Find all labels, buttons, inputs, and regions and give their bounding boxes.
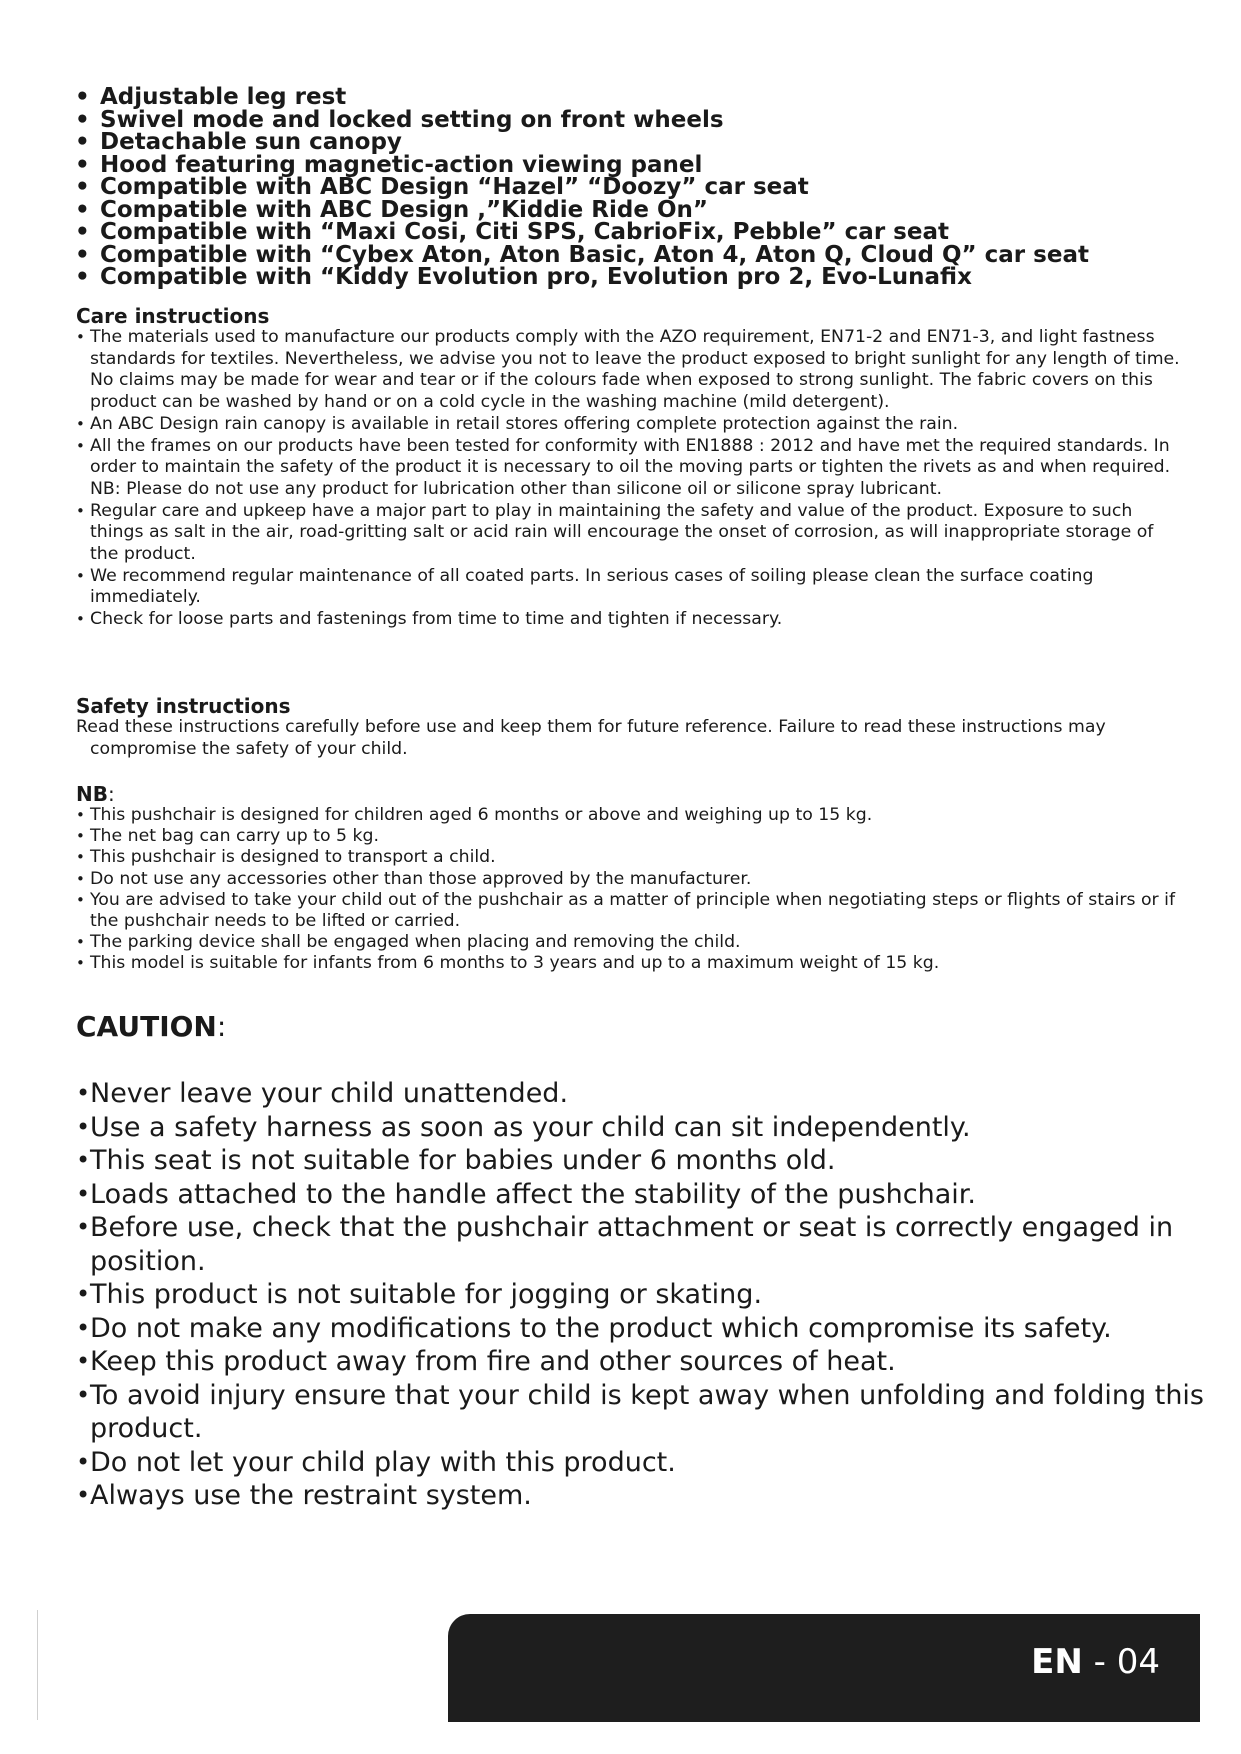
care-item: • Regular care and upkeep have a major part to play in maintaining the safety and value of the product. Exposure to such things as salt in the air, road-gritting salt or acid rain will encourage the onset of corrosion, as will inappropriate storage of the product. [76,501,1186,566]
nb-item: • This pushchair is designed to transport a child. [76,847,1186,868]
care-instructions-heading: Care instructions [76,304,270,328]
safety-instructions-section [76,695,1186,760]
safety-instructions-heading: Safety instructions [76,694,291,718]
care-item: • The materials used to manufacture our products comply with the AZO requirement, EN71-2 and EN71-3, and light fastness standards for textiles. Nevertheless, we advise you not to leave the product exposed to bright sunlight for any length of time. No claims may be made for wear and tear or if the colours fade when exposed to strong sunlight. The fabric covers on this product can be washed by hand or on a cold cycle in the washing machine (mild detergent). [76,327,1186,414]
nb-item: • This model is suitable for infants from 6 months to 3 years and up to a maximum weight of 15 kg. [76,953,1186,974]
care-instructions-section [76,305,1186,631]
feature-item: • Compatible with ABC Design ,”Kiddie Ride On” [75,199,1175,222]
nb-heading [76,783,1186,805]
caution-item: • Do not let your child play with this product. [76,1446,1206,1480]
feature-item: • Compatible with ABC Design “Hazel” “Doozy” car seat [75,176,1175,199]
features-list [75,86,1175,289]
care-item [76,436,1186,501]
feature-item: • Compatible with “Cybex Aton, Aton Basic, Aton 4, Aton Q, Cloud Q” car seat [75,244,1175,267]
care-item: • We recommend regular maintenance of all coated parts. In serious cases of soiling please clean the surface coating immediately. [76,566,1186,609]
caution-item: • Keep this product away from fire and other sources of heat. [76,1345,1206,1379]
lubrication-note: NB: Please do not use any product for lubrication other than silicone oil or silicone spray lubricant. [90,478,942,499]
page-number-value: 04 [1116,1642,1160,1682]
language-code: EN [1031,1642,1083,1682]
safety-instructions-text: Read these instructions carefully before use and keep them for future reference. Failure to read these instructions may compromise the safety of your child. [76,717,1106,759]
care-item: • Check for loose parts and fastenings from time to time and tighten if necessary. [76,609,1186,631]
feature-item: • Adjustable leg rest [75,86,1175,109]
nb-item: • The net bag can carry up to 5 kg. [76,826,1186,847]
nb-item: • This pushchair is designed for children aged 6 months or above and weighing up to 15 kg. [76,805,1186,826]
caution-item: • Do not make any modifications to the product which compromise its safety. [76,1312,1206,1346]
page-separator: - [1082,1642,1117,1682]
caution-list [76,1077,1206,1513]
caution-item: • Use a safety harness as soon as your child can sit independently. [76,1111,1206,1145]
feature-item: • Compatible with “Kiddy Evolution pro, Evolution pro 2, Evo-Lunafix [75,266,1175,289]
nb-item: • Do not use any accessories other than those approved by the manufacturer. [76,869,1186,890]
feature-item: • Swivel mode and locked setting on front wheels [75,109,1175,132]
nb-heading-label: NB [76,782,108,806]
page-margin-line [37,1610,38,1720]
caution-item: • Before use, check that the pushchair attachment or seat is correctly engaged in position. [76,1211,1206,1278]
care-item-text: All the frames on our products have been tested for conformity with EN1888 : 2012 and have met the required standards. In order to maintain the safety of the product it is necessary to oil the moving parts or tighten the rivets as and when required. [90,435,1171,478]
nb-section [76,783,1186,975]
caution-heading [76,1010,1206,1044]
care-instructions-list [76,327,1186,631]
caution-section [76,1010,1206,1513]
caution-item: • Loads attached to the handle affect the stability of the pushchair. [76,1178,1206,1212]
nb-item: • You are advised to take your child out of the pushchair as a matter of principle when negotiating steps or flights of stairs or if the pushchair needs to be lifted or carried. [76,890,1186,932]
caution-heading-label: CAUTION [76,1010,217,1043]
care-item: • An ABC Design rain canopy is available in retail stores offering complete protection against the rain. [76,414,1186,436]
nb-list [76,805,1186,975]
caution-item: • Never leave your child unattended. [76,1077,1206,1111]
caution-item: • To avoid injury ensure that your child is kept away when unfolding and folding this product. [76,1379,1206,1446]
nb-item: • The parking device shall be engaged when placing and removing the child. [76,932,1186,953]
caution-item: • This product is not suitable for jogging or skating. [76,1278,1206,1312]
page-footer-badge [448,1614,1200,1722]
caution-heading-colon: : [216,1010,227,1043]
feature-item: • Compatible with “Maxi Cosi, Citi SPS, CabrioFix, Pebble” car seat [75,221,1175,244]
feature-item: • Detachable sun canopy [75,131,1175,154]
feature-item: • Hood featuring magnetic-action viewing panel [75,154,1175,177]
caution-item: • Always use the restraint system. [76,1479,1206,1513]
nb-heading-colon: : [107,782,115,806]
page-number [1031,1642,1160,1682]
caution-item: • This seat is not suitable for babies under 6 months old. [76,1144,1206,1178]
